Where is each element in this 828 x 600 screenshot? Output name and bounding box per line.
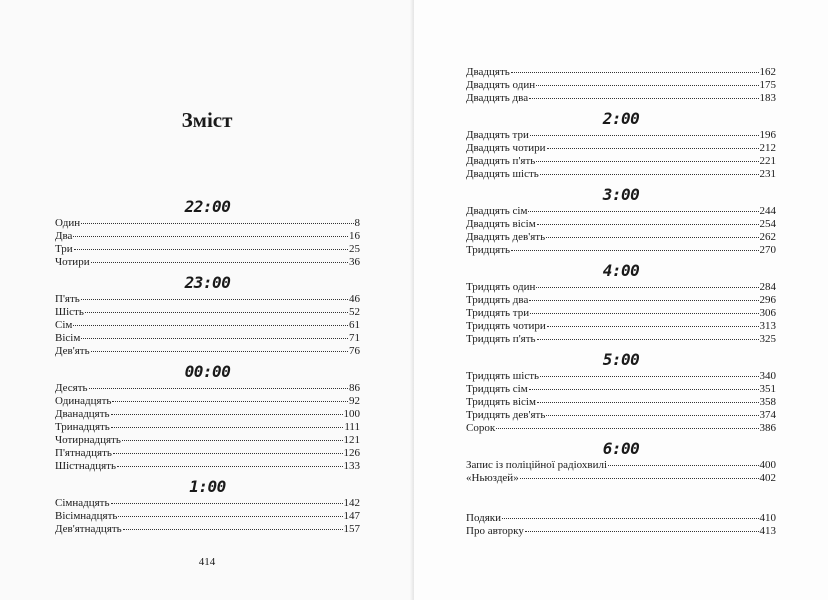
toc-entry-label: Два bbox=[55, 230, 73, 242]
leader-dots bbox=[85, 312, 348, 313]
section-time-heading: 23:00 bbox=[184, 273, 231, 292]
toc-entry-page: 142 bbox=[343, 497, 360, 509]
toc-entry[interactable] bbox=[466, 409, 776, 422]
toc-entry[interactable] bbox=[55, 332, 360, 345]
right-toc bbox=[466, 66, 776, 538]
toc-entry-label: Тридцять два bbox=[466, 294, 529, 306]
toc-entry-page: 244 bbox=[759, 205, 776, 217]
leader-dots bbox=[81, 338, 348, 339]
leader-dots bbox=[118, 516, 342, 517]
toc-entry-label: Дванадцять bbox=[55, 408, 110, 420]
toc-entry-page: 76 bbox=[349, 345, 360, 357]
toc-entry-label: Двадцять чотири bbox=[466, 142, 546, 154]
toc-entry-label: Десять bbox=[55, 382, 88, 394]
toc-entry-page: 86 bbox=[349, 382, 360, 394]
leader-dots bbox=[81, 299, 348, 300]
toc-entry-label: Двадцять один bbox=[466, 79, 536, 91]
toc-entry[interactable] bbox=[466, 512, 776, 525]
toc-entry-label: Двадцять два bbox=[466, 92, 529, 104]
leader-dots bbox=[123, 529, 343, 530]
leader-dots bbox=[111, 427, 343, 428]
leader-dots bbox=[537, 224, 759, 225]
leader-dots bbox=[530, 135, 759, 136]
toc-entry-label: Двадцять три bbox=[466, 129, 529, 141]
toc-entry-page: 92 bbox=[349, 395, 360, 407]
leader-dots bbox=[530, 313, 758, 314]
toc-entry[interactable] bbox=[466, 333, 776, 346]
toc-entry-page: 270 bbox=[759, 244, 776, 256]
toc-entry-page: 133 bbox=[343, 460, 360, 472]
leader-dots bbox=[73, 236, 348, 237]
leader-dots bbox=[111, 503, 343, 504]
toc-entry[interactable] bbox=[55, 306, 360, 319]
toc-entry-page: 16 bbox=[349, 230, 360, 242]
leader-dots bbox=[111, 414, 343, 415]
toc-entry[interactable] bbox=[466, 294, 776, 307]
toc-entry-page: 147 bbox=[343, 510, 360, 522]
toc-entry[interactable] bbox=[466, 307, 776, 320]
toc-entry-label: Про авторку bbox=[466, 525, 524, 537]
leader-dots bbox=[122, 440, 343, 441]
toc-entry[interactable] bbox=[466, 244, 776, 257]
toc-entry[interactable] bbox=[55, 217, 360, 230]
toc-entry-page: 25 bbox=[349, 243, 360, 255]
toc-entry-page: 386 bbox=[759, 422, 776, 434]
leader-dots bbox=[511, 250, 758, 251]
section-time-heading: 1:00 bbox=[189, 477, 226, 496]
toc-entry-label: Вісім bbox=[55, 332, 81, 344]
toc-entry-label: Тридцять шість bbox=[466, 370, 540, 382]
leader-dots bbox=[540, 376, 758, 377]
toc-entry-label: Одинадцять bbox=[55, 395, 112, 407]
toc-entry-page: 231 bbox=[759, 168, 776, 180]
leader-dots bbox=[113, 453, 343, 454]
toc-entry-label: Запис із поліційної радіохвилі bbox=[466, 459, 608, 471]
leader-dots bbox=[91, 262, 348, 263]
leader-dots bbox=[525, 531, 759, 532]
section-time-heading: 6:00 bbox=[602, 439, 640, 458]
toc-entry[interactable] bbox=[466, 472, 776, 485]
leader-dots bbox=[547, 326, 759, 327]
leader-dots bbox=[546, 415, 758, 416]
leader-dots bbox=[89, 388, 348, 389]
leader-dots bbox=[529, 98, 758, 99]
toc-entry-label: «Ньюздей» bbox=[466, 472, 519, 484]
toc-entry-page: 262 bbox=[759, 231, 776, 243]
toc-entry[interactable] bbox=[55, 243, 360, 256]
toc-entry-label: Тридцять вісім bbox=[466, 396, 536, 408]
leader-dots bbox=[511, 72, 759, 73]
toc-entry-page: 175 bbox=[759, 79, 776, 91]
toc-entry-page: 162 bbox=[759, 66, 776, 78]
toc-entry-label: Сорок bbox=[466, 422, 496, 434]
toc-entry-label: Двадцять bbox=[466, 66, 510, 78]
toc-entry-page: 126 bbox=[343, 447, 360, 459]
toc-entry-label: Тридцять три bbox=[466, 307, 530, 319]
toc-entry[interactable] bbox=[55, 293, 360, 306]
toc-entry-page: 358 bbox=[759, 396, 776, 408]
toc-entry[interactable] bbox=[466, 155, 776, 168]
page-title: Зміст bbox=[181, 108, 233, 132]
leader-dots bbox=[536, 161, 758, 162]
toc-entry-label: Вісімнадцять bbox=[55, 510, 118, 522]
toc-entry[interactable] bbox=[55, 510, 360, 523]
toc-entry-page: 400 bbox=[759, 459, 776, 471]
toc-entry-page: 121 bbox=[343, 434, 360, 446]
toc-entry[interactable] bbox=[55, 256, 360, 269]
toc-entry-label: Двадцять вісім bbox=[466, 218, 536, 230]
leader-dots bbox=[73, 325, 348, 326]
toc-entry-label: Тридцять сім bbox=[466, 383, 528, 395]
toc-entry-page: 374 bbox=[759, 409, 776, 421]
leader-dots bbox=[74, 249, 348, 250]
toc-entry[interactable] bbox=[466, 79, 776, 92]
toc-entry[interactable] bbox=[466, 396, 776, 409]
toc-entry-page: 8 bbox=[354, 217, 360, 229]
section-time-heading: 2:00 bbox=[602, 109, 640, 128]
toc-entry-label: Тридцять дев'ять bbox=[466, 409, 546, 421]
toc-entry[interactable] bbox=[466, 129, 776, 142]
leader-dots bbox=[496, 428, 758, 429]
section-time-heading: 5:00 bbox=[602, 350, 640, 369]
toc-entry[interactable] bbox=[55, 421, 360, 434]
leader-dots bbox=[536, 85, 758, 86]
toc-entry[interactable] bbox=[55, 230, 360, 243]
toc-entry-page: 402 bbox=[759, 472, 776, 484]
leader-dots bbox=[536, 287, 758, 288]
toc-entry[interactable] bbox=[55, 382, 360, 395]
toc-entry-page: 351 bbox=[759, 383, 776, 395]
toc-entry-page: 46 bbox=[349, 293, 360, 305]
toc-entry[interactable] bbox=[466, 320, 776, 333]
toc-entry[interactable] bbox=[55, 434, 360, 447]
section-time-heading: 4:00 bbox=[602, 261, 640, 280]
toc-entry-label: П'ять bbox=[55, 293, 80, 305]
toc-entry-label: Шістнадцять bbox=[55, 460, 116, 472]
toc-entry-page: 296 bbox=[759, 294, 776, 306]
toc-entry[interactable] bbox=[55, 497, 360, 510]
toc-entry[interactable] bbox=[466, 66, 776, 79]
toc-entry-label: Двадцять п'ять bbox=[466, 155, 536, 167]
section-time-heading: 00:00 bbox=[184, 362, 231, 381]
toc-entry-page: 212 bbox=[759, 142, 776, 154]
leader-dots bbox=[502, 518, 758, 519]
toc-entry-label: Три bbox=[55, 243, 73, 255]
leader-dots bbox=[91, 351, 348, 352]
toc-entry[interactable] bbox=[466, 168, 776, 181]
leader-dots bbox=[529, 389, 759, 390]
toc-entry-label: Дев'ятнадцять bbox=[55, 523, 122, 535]
toc-entry-label: Тридцять чотири bbox=[466, 320, 546, 332]
toc-entry[interactable] bbox=[466, 231, 776, 244]
toc-entry-page: 52 bbox=[349, 306, 360, 318]
toc-entry[interactable] bbox=[55, 460, 360, 473]
toc-entry-label: Дев'ять bbox=[55, 345, 90, 357]
toc-entry-page: 71 bbox=[349, 332, 360, 344]
toc-entry-label: Двадцять сім bbox=[466, 205, 528, 217]
toc-entry-page: 61 bbox=[349, 319, 360, 331]
toc-entry-page: 254 bbox=[759, 218, 776, 230]
toc-entry[interactable] bbox=[466, 205, 776, 218]
toc-entry[interactable] bbox=[55, 523, 360, 536]
section-time-heading: 3:00 bbox=[602, 185, 640, 204]
toc-entry-label: Тринадцять bbox=[55, 421, 110, 433]
toc-entry-page: 157 bbox=[343, 523, 360, 535]
toc-entry[interactable] bbox=[55, 319, 360, 332]
toc-entry-label: Двадцять шість bbox=[466, 168, 539, 180]
toc-entry[interactable] bbox=[466, 459, 776, 472]
toc-entry[interactable] bbox=[466, 383, 776, 396]
toc-entry[interactable] bbox=[55, 408, 360, 421]
toc-entry[interactable] bbox=[55, 345, 360, 358]
toc-entry[interactable] bbox=[55, 395, 360, 408]
toc-entry-label: Чотирнадцять bbox=[55, 434, 121, 446]
toc-entry-label: Шість bbox=[55, 306, 84, 318]
toc-entry[interactable] bbox=[466, 525, 776, 538]
toc-entry[interactable] bbox=[466, 370, 776, 383]
toc-entry-label: Тридцять один bbox=[466, 281, 536, 293]
toc-entry-label: Тридцять п'ять bbox=[466, 333, 536, 345]
page-number: 414 bbox=[198, 556, 216, 568]
toc-entry-label: Сімнадцять bbox=[55, 497, 110, 509]
leader-dots bbox=[537, 339, 759, 340]
toc-entry-page: 325 bbox=[759, 333, 776, 345]
toc-entry-page: 313 bbox=[759, 320, 776, 332]
toc-entry[interactable] bbox=[466, 142, 776, 155]
leader-dots bbox=[608, 465, 758, 466]
leader-dots bbox=[81, 223, 353, 224]
toc-entry-page: 111 bbox=[344, 421, 360, 433]
leader-dots bbox=[547, 148, 759, 149]
toc-entry-page: 410 bbox=[759, 512, 776, 524]
leader-dots bbox=[117, 466, 343, 467]
section-time-heading: 22:00 bbox=[184, 197, 231, 216]
toc-entry[interactable] bbox=[466, 218, 776, 231]
spacer bbox=[466, 485, 776, 512]
leader-dots bbox=[112, 401, 348, 402]
leader-dots bbox=[520, 478, 759, 479]
toc-entry-label: Двадцять дев'ять bbox=[466, 231, 546, 243]
leader-dots bbox=[537, 402, 759, 403]
toc-entry-page: 413 bbox=[759, 525, 776, 537]
toc-entry-page: 284 bbox=[759, 281, 776, 293]
toc-entry-page: 100 bbox=[343, 408, 360, 420]
toc-entry-page: 221 bbox=[759, 155, 776, 167]
toc-entry-page: 306 bbox=[759, 307, 776, 319]
toc-entry-page: 36 bbox=[349, 256, 360, 268]
toc-entry-label: П'ятнадцять bbox=[55, 447, 112, 459]
leader-dots bbox=[529, 300, 758, 301]
toc-entry-label: Сім bbox=[55, 319, 73, 331]
toc-entry[interactable] bbox=[466, 281, 776, 294]
toc-entry-label: Чотири bbox=[55, 256, 90, 268]
toc-entry[interactable] bbox=[466, 92, 776, 105]
toc-entry-label: Подяки bbox=[466, 512, 502, 524]
leader-dots bbox=[546, 237, 758, 238]
toc-entry-label: Один bbox=[55, 217, 81, 229]
leader-dots bbox=[540, 174, 759, 175]
toc-entry[interactable] bbox=[55, 447, 360, 460]
left-toc bbox=[55, 196, 360, 536]
leader-dots bbox=[528, 211, 758, 212]
toc-entry-page: 183 bbox=[759, 92, 776, 104]
toc-entry-page: 340 bbox=[759, 370, 776, 382]
toc-entry-page: 196 bbox=[759, 129, 776, 141]
toc-entry-label: Тридцять bbox=[466, 244, 511, 256]
toc-entry[interactable] bbox=[466, 422, 776, 435]
